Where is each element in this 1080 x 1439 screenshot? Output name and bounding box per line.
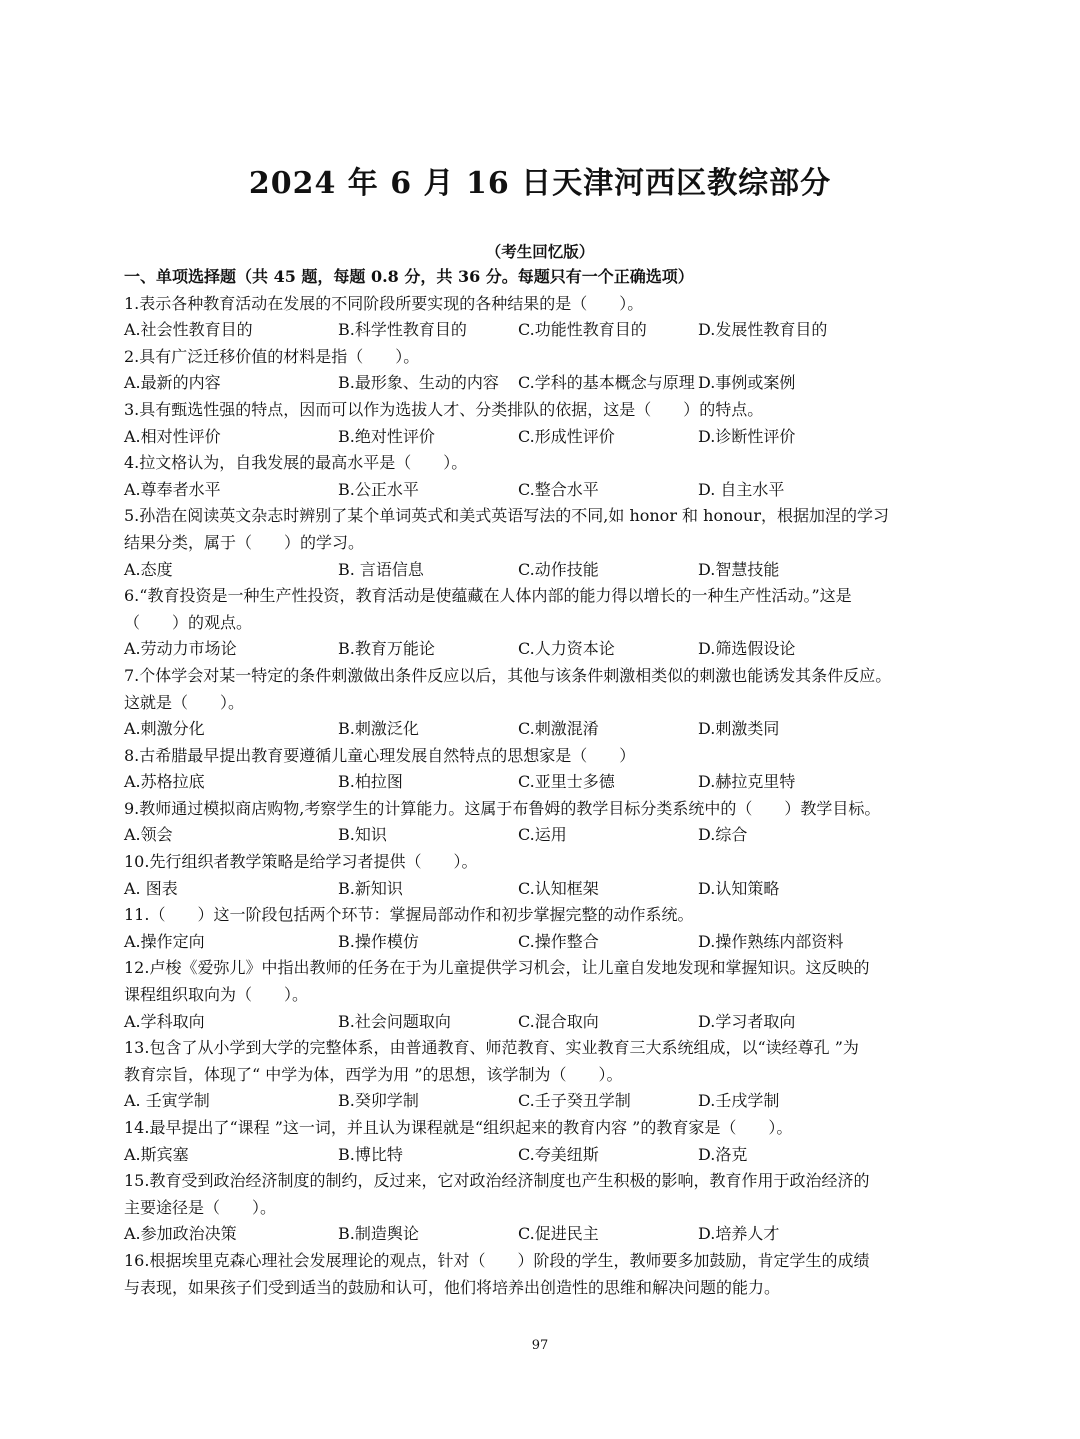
option-c: C.刺激混淆 <box>518 719 599 739</box>
option-d: D.认知策略 <box>698 878 780 898</box>
question-stem-line: 6.“教育投资是一种生产性投资，教育活动是使蕴藏在人体内部的能力得以增长的一种生产性活动。”这是 <box>124 586 852 606</box>
option-b: B.博比特 <box>338 1144 403 1164</box>
question-stem-line: 15.教育受到政治经济制度的制约，反过来，它对政治经济制度也产生积极的影响，教育作用于政治经济的 <box>124 1171 870 1191</box>
option-d: D.筛选假设论 <box>698 639 796 659</box>
page-title: 2024 年 6 月 16 日天津河西区教综部分 <box>248 166 832 201</box>
question-stem-line: 16.根据埃里克森心理社会发展理论的观点，针对（ ）阶段的学生，教师要多加鼓励，肯定学生的成绩 <box>124 1250 870 1270</box>
option-c: C.运用 <box>518 825 567 845</box>
question-stem-line: 4.拉文格认为，自我发展的最高水平是（ ）。 <box>124 453 468 473</box>
question-stem-line: 14.最早提出了“课程 ”这一词，并且认为课程就是“组织起来的教育内容 ”的教育家是（ ）。 <box>124 1118 793 1137</box>
option-c: C.混合取向 <box>518 1011 599 1031</box>
options-row <box>124 1088 964 1115</box>
option-a: A.斯宾塞 <box>124 1144 189 1164</box>
option-b: B.刺激泛化 <box>338 719 419 739</box>
question-item <box>124 397 964 450</box>
question-stem-line: 9.教师通过模拟商店购物,考察学生的计算能力。这属于布鲁姆的教学目标分类系统中的（ ）教学目标。 <box>124 798 881 818</box>
question-stem-line: 12.卢梭《爱弥儿》中指出教师的任务在于为儿童提供学习机会，让儿童自发地发现和掌握知识。这反映的 <box>124 958 870 978</box>
option-b: B.绝对性评价 <box>338 426 435 446</box>
option-c: C.整合水平 <box>518 479 599 499</box>
option-a: A.态度 <box>124 559 173 579</box>
options-row <box>124 370 964 397</box>
option-a: A. 壬寅学制 <box>124 1091 210 1111</box>
question-stem-line: （ ）的观点。 <box>124 612 253 632</box>
options-row <box>124 557 964 584</box>
option-b: B.知识 <box>338 825 387 845</box>
option-a: A. 图表 <box>124 878 178 898</box>
options-row <box>124 769 964 796</box>
option-c: C.人力资本论 <box>518 639 615 659</box>
option-d: D.赫拉克里特 <box>698 772 796 792</box>
page-number: 97 <box>531 1338 549 1353</box>
question-item <box>124 663 964 743</box>
question-item <box>124 902 964 955</box>
option-c: C.促进民主 <box>518 1224 599 1244</box>
option-a: A.操作定向 <box>124 931 205 951</box>
option-b: B.科学性教育目的 <box>338 320 467 340</box>
option-a: A.社会性教育目的 <box>124 320 253 340</box>
option-a: A.劳动力市场论 <box>124 639 237 659</box>
option-b: B.新知识 <box>338 878 403 898</box>
options-row <box>124 317 964 344</box>
question-item <box>124 849 964 902</box>
options-row <box>124 1142 964 1169</box>
question-stem-line: 课程组织取向为（ ）。 <box>124 985 309 1005</box>
option-c: C.夸美纽斯 <box>518 1144 599 1164</box>
option-a: A.学科取向 <box>124 1011 205 1031</box>
question-item <box>124 344 964 397</box>
option-c: C.亚里士多德 <box>518 772 615 792</box>
option-c: C.功能性教育目的 <box>518 320 647 340</box>
option-b: B.制造舆论 <box>338 1224 419 1244</box>
option-b: B.最形象、生动的内容 <box>338 373 499 393</box>
options-row <box>124 1221 964 1248</box>
option-d: D.学习者取向 <box>698 1011 796 1031</box>
option-a: A.相对性评价 <box>124 426 221 446</box>
option-b: B.教育万能论 <box>338 639 435 659</box>
options-row <box>124 716 964 743</box>
options-row <box>124 1009 964 1036</box>
option-d: D.操作熟练内部资料 <box>698 931 844 951</box>
question-stem-line: 8.古希腊最早提出教育要遵循儿童心理发展自然特点的思想家是（ ） <box>124 745 636 765</box>
question-item <box>124 1035 964 1115</box>
option-d: D.培养人才 <box>698 1224 780 1244</box>
options-row <box>124 424 964 451</box>
option-d: D. 自主水平 <box>698 479 785 499</box>
question-stem-line: 1.表示各种教育活动在发展的不同阶段所要实现的各种结果的是（ ）。 <box>124 293 644 313</box>
option-d: D.刺激类同 <box>698 719 780 739</box>
option-b: B.操作模仿 <box>338 931 419 951</box>
question-stem-line: 5.孙浩在阅读英文杂志时辨别了某个单词英式和美式英语写法的不同,如 honor 和 honour，根据加涅的学习 <box>124 506 889 526</box>
question-item <box>124 1115 964 1168</box>
question-item <box>124 291 964 344</box>
question-item <box>124 1168 964 1248</box>
option-d: D.事例或案例 <box>698 373 796 393</box>
option-d: D.综合 <box>698 825 748 845</box>
options-row <box>124 822 964 849</box>
options-row <box>124 477 964 504</box>
option-c: C.形成性评价 <box>518 426 615 446</box>
option-d: D.发展性教育目的 <box>698 320 828 340</box>
option-b: B. 言语信息 <box>338 559 424 579</box>
question-item <box>124 796 964 849</box>
option-a: A.参加政治决策 <box>124 1224 237 1244</box>
question-stem-line: 10.先行组织者教学策略是给学习者提供（ ）。 <box>124 852 478 872</box>
option-a: A.尊奉者水平 <box>124 479 221 499</box>
question-stem-line: 3.具有甄选性强的特点，因而可以作为选拔人才、分类排队的依据，这是（ ）的特点。 <box>124 399 764 419</box>
option-c: C.认知框架 <box>518 878 599 898</box>
option-d: D.壬戌学制 <box>698 1091 780 1111</box>
question-list <box>124 264 964 1301</box>
question-stem-line: 教育宗旨，体现了“ 中学为体，西学为用 ”的思想，该学制为（ ）。 <box>124 1064 623 1084</box>
question-stem-line: 结果分类，属于（ ）的学习。 <box>124 532 365 552</box>
question-stem-line: 这就是（ ）。 <box>124 692 245 712</box>
option-a: A.最新的内容 <box>124 373 221 393</box>
section-heading: 一、单项选择题（共 45 题，每题 0.8 分，共 36 分。每题只有一个正确选项） <box>124 267 694 286</box>
option-c: C.壬子癸丑学制 <box>518 1091 631 1111</box>
question-item <box>124 743 964 796</box>
option-c: C.动作技能 <box>518 559 599 579</box>
options-row <box>124 929 964 956</box>
question-item <box>124 503 964 583</box>
question-stem-line: 2.具有广泛迁移价值的材料是指（ ）。 <box>124 346 420 366</box>
option-c: C.操作整合 <box>518 931 599 951</box>
option-a: A.领会 <box>124 825 173 845</box>
question-stem-line: 11.（ ）这一阶段包括两个环节：掌握局部动作和初步掌握完整的动作系统。 <box>124 905 694 925</box>
options-row <box>124 636 964 663</box>
option-a: A.刺激分化 <box>124 719 205 739</box>
question-stem-line: 主要途径是（ ）。 <box>124 1197 277 1217</box>
question-item <box>124 583 964 663</box>
page-subtitle: （考生回忆版） <box>485 242 595 261</box>
question-item <box>124 450 964 503</box>
option-b: B.癸卯学制 <box>338 1091 419 1111</box>
option-b: B.柏拉图 <box>338 772 403 792</box>
option-a: A.苏格拉底 <box>124 772 205 792</box>
option-b: B.社会问题取向 <box>338 1011 451 1031</box>
question-stem-line: 13.包含了从小学到大学的完整体系，由普通教育、师范教育、实业教育三大系统组成，以“读经尊孔 ”为 <box>124 1038 859 1058</box>
question-item <box>124 1248 964 1301</box>
option-c: C.学科的基本概念与原理 <box>518 373 695 393</box>
option-b: B.公正水平 <box>338 479 419 499</box>
options-row <box>124 876 964 903</box>
option-d: D.诊断性评价 <box>698 426 796 446</box>
option-d: D.洛克 <box>698 1144 748 1164</box>
question-stem-line: 7.个体学会对某一特定的条件刺激做出条件反应以后，其他与该条件刺激相类似的刺激也能诱发其条件反应。 <box>124 665 892 685</box>
question-item <box>124 955 964 1035</box>
question-stem-line: 与表现，如果孩子们受到适当的鼓励和认可，他们将培养出创造性的思维和解决问题的能力。 <box>124 1277 781 1297</box>
option-d: D.智慧技能 <box>698 559 780 579</box>
